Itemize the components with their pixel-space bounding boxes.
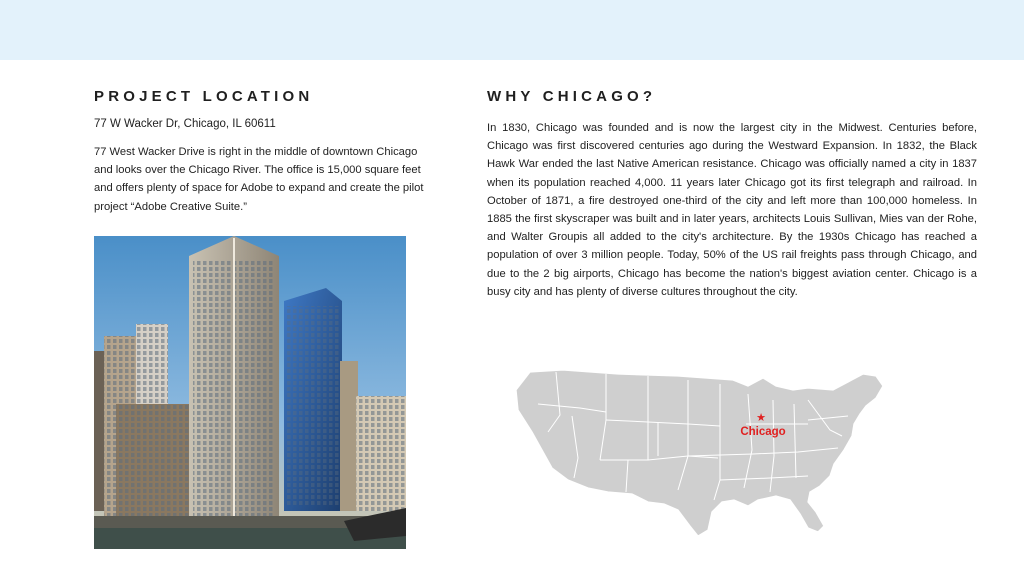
location-description: 77 West Wacker Drive is right in the middle of downtown Chicago and looks over the Chicago River. The office is 15,000 square feet and offers plenty of space for Adobe to expand and create the pilot project “Adobe Creative Suite.”	[94, 146, 424, 213]
why-chicago-heading: WHY CHICAGO?	[487, 88, 657, 105]
top-banner	[0, 0, 1024, 60]
building-photo	[94, 236, 406, 549]
chicago-star-icon: ★	[756, 411, 766, 424]
us-map-outline	[516, 370, 883, 536]
project-location-heading: PROJECT LOCATION	[94, 88, 314, 105]
why-chicago-description: In 1830, Chicago was founded and is now the largest city in the Midwest. Centuries before, Chicago was first discovered centuries ago during the Westward Expansion. In 1832, the Black Hawk War ended the last Native American resistance. Chicago was officially named a city in 1837 when its population reached 4,000. 11 years later Chicago got its first telegraph and railroad. In October of 1871, a fire destroyed one-third of the city and left more than 100,000 homeless. In 1885 the first skyscraper was built and in later years, architects Louis Sullivan, Mies van der Rohe, and Walter Groupis all added to the city's architecture. By the 1930s Chicago has reached a population of over 3 million people. Today, 50% of the US rail freights pass through Chicago, and due to the 2 big airports, Chicago has become the nation's biggest aviation center. Chicago is a busy city and has plenty of diverse cultures throughout the city.	[487, 122, 977, 298]
address-text: 77 W Wacker Dr, Chicago, IL 60611	[94, 118, 276, 130]
us-map	[508, 360, 903, 538]
chicago-marker-label: Chicago	[740, 426, 786, 438]
